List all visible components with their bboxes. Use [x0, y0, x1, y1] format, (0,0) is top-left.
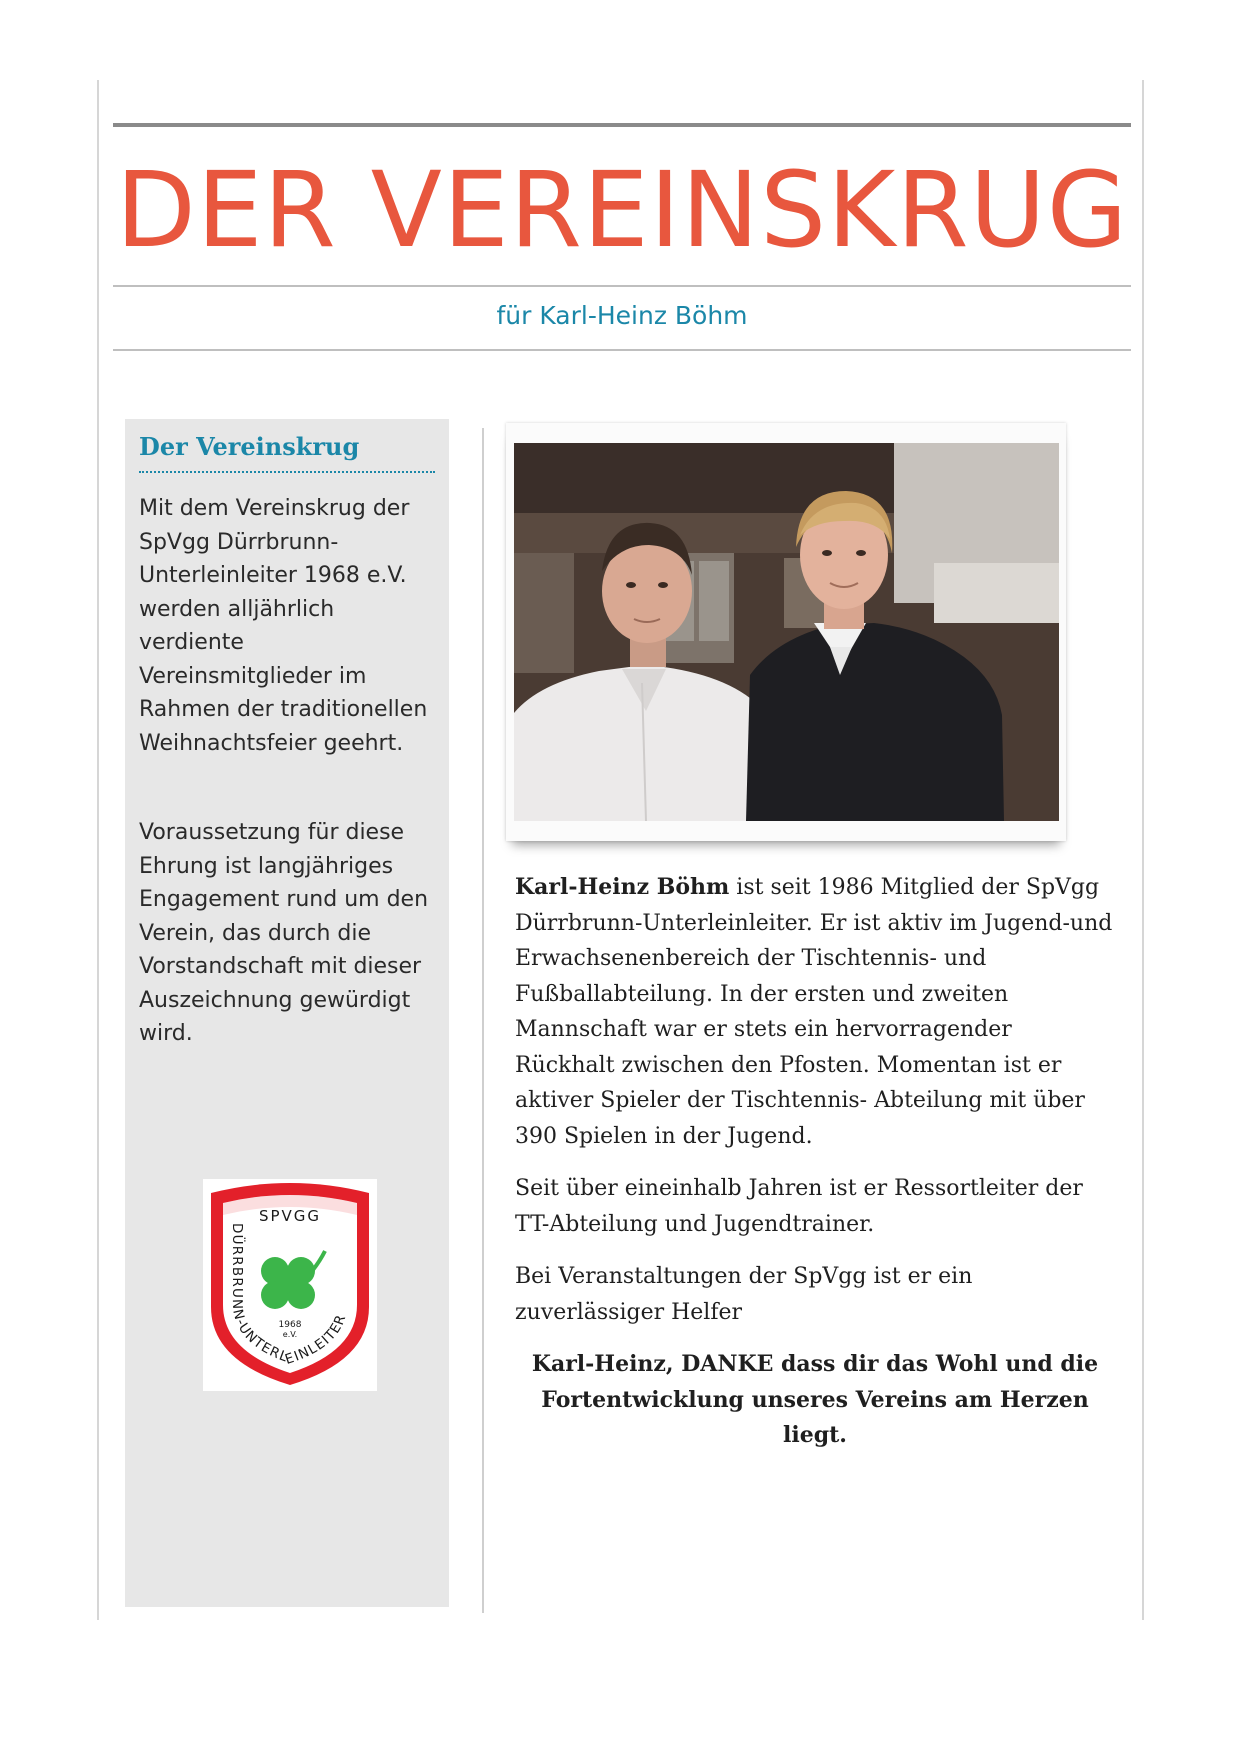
- logo-ring-text: DÜRRBRUNN-UNTERLEINLEITER: [228, 1223, 350, 1368]
- page-frame-left: [97, 80, 99, 1620]
- sidebar: [125, 419, 449, 1607]
- logo-arc-text: SPVGG: [258, 1207, 322, 1225]
- closing-thanks: Karl-Heinz, DANKE dass dir das Wohl und die Fortentwicklung unseres Vereins am Herzen liegt.: [531, 1351, 1099, 1448]
- sidebar-heading: Der Vereinskrug: [139, 431, 435, 473]
- article-paragraph-helper: Bei Veranstaltungen der SpVgg ist er ein zuverlässiger Helfer: [515, 1264, 973, 1325]
- sidebar-paragraph-intro: Mit dem Vereinskrug der SpVgg Dürrbrunn-Unterleinleiter 1968 e.V. werden alljährlich verdiente Vereinsmitglieder im Rahmen der traditionellen Weihnachtsfeier geehrt.: [139, 496, 428, 756]
- article-paragraph-membership: [515, 870, 1115, 1154]
- column-divider: [482, 428, 484, 1613]
- page-title: DER VEREINSKRUG: [115, 149, 1129, 271]
- honoree-photo: [514, 443, 1059, 821]
- page-frame-right: [1142, 80, 1144, 1620]
- header-top-rule: [113, 123, 1131, 127]
- header-divider: [113, 285, 1131, 287]
- sidebar-paragraph-requirement: Voraussetzung für diese Ehrung ist langjähriges Engagement rund um den Verein, das durch die Vorstandschaft mit dieser Auszeichnung gewürdigt wird.: [139, 820, 429, 1046]
- subtitle-divider: [113, 349, 1131, 351]
- honoree-name: Karl-Heinz Böhm: [515, 874, 730, 900]
- article: [515, 870, 1115, 1471]
- photo-frame: [506, 423, 1066, 841]
- logo-suffix: e.V.: [282, 1330, 298, 1339]
- membership-text: ist seit 1986 Mitglied der SpVgg Dürrbrunn-Unterleinleiter. Er ist aktiv im Jugend-und Erwachsenenbereich der Tischtennis- und Fußballabteilung. In der ersten und zweiten Mannschaft war er stets ein hervorragender Rückhalt zwischen den Pfosten. Momentan ist er aktiver Spieler der Tischtennis- Abteilung mit über 390 Spielen in der Jugend.: [515, 875, 1113, 1149]
- club-logo: [203, 1179, 377, 1391]
- club-crest-icon: [203, 1179, 377, 1391]
- logo-year: 1968: [278, 1320, 302, 1330]
- page-subtitle: für Karl-Heinz Böhm: [496, 301, 748, 330]
- article-paragraph-role: Seit über eineinhalb Jahren ist er Ressortleiter der TT-Abteilung und Jugendtrainer.: [515, 1176, 1083, 1237]
